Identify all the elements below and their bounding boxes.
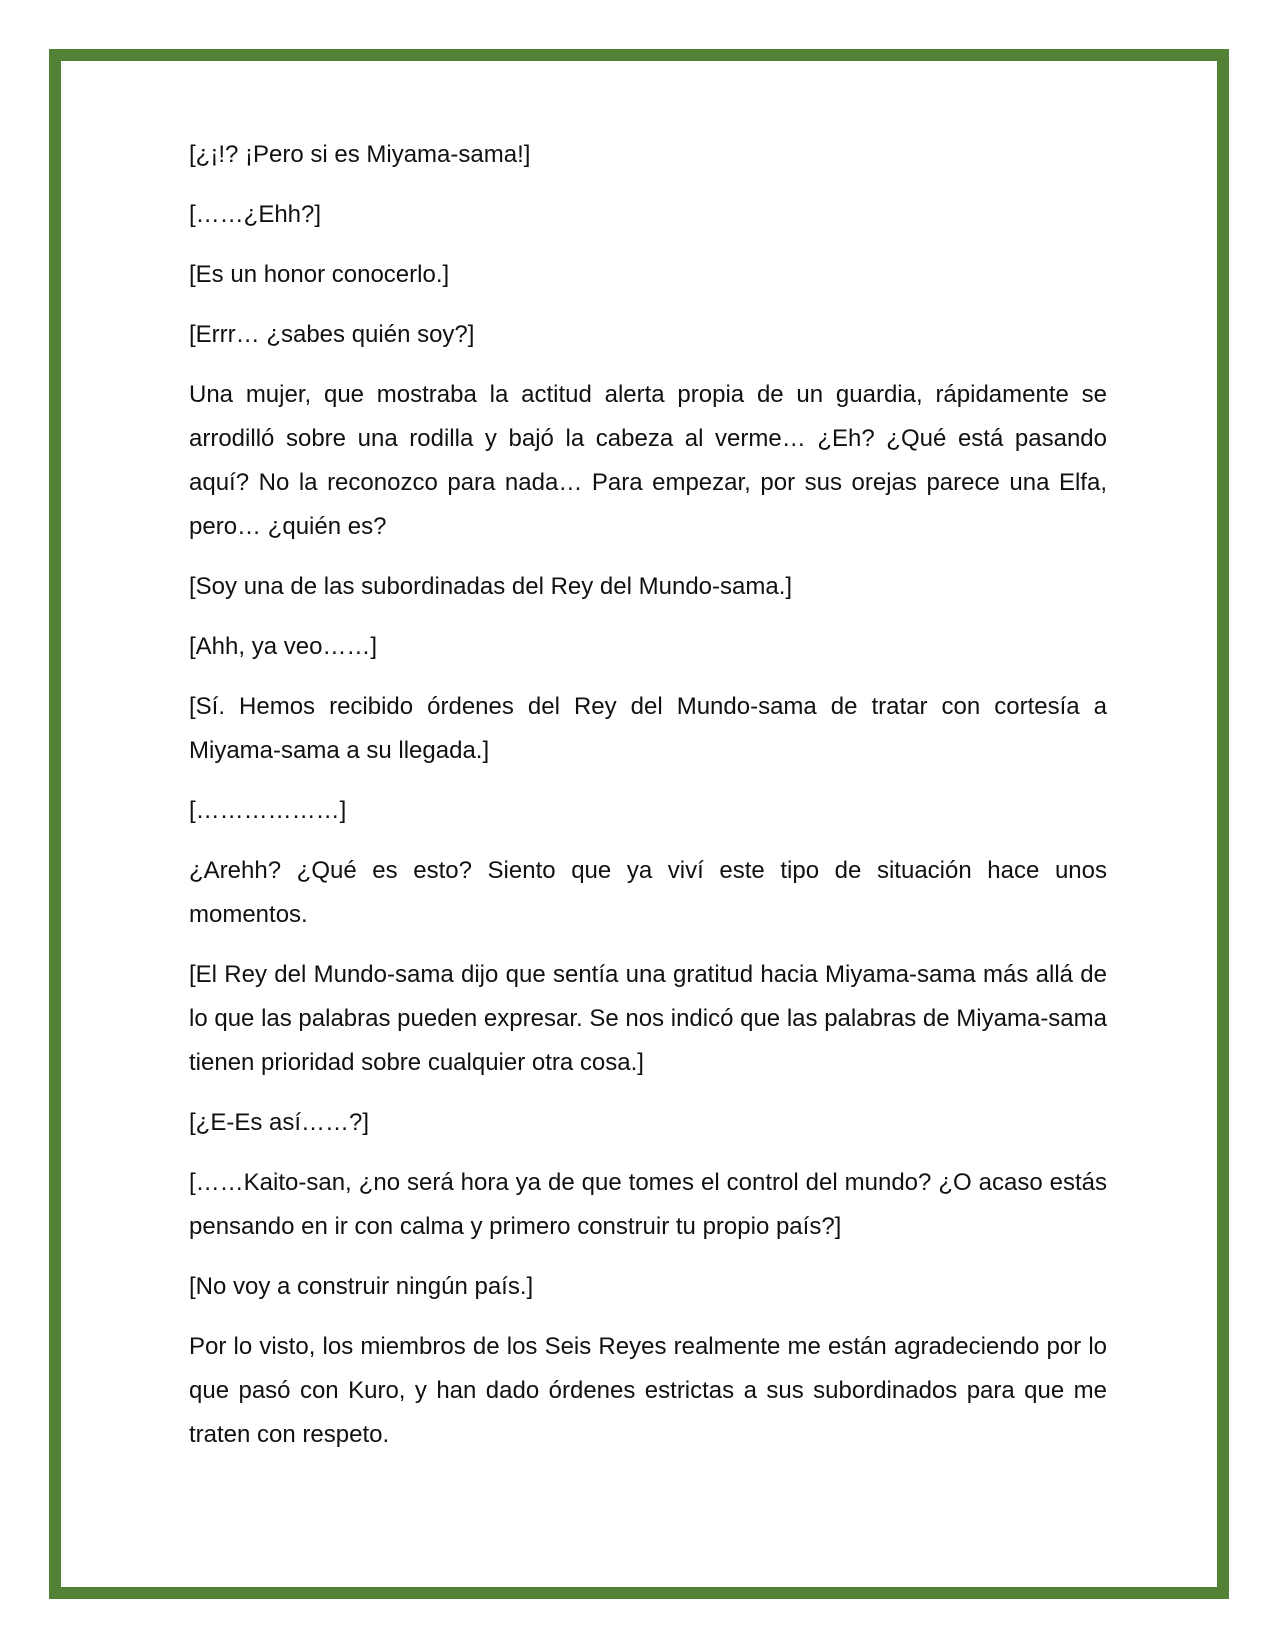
dialogue-line: [………………] [189,797,347,824]
dialogue-line: [Soy una de las subordinadas del Rey del Mundo-sama.] [189,573,793,600]
dialogue-line: [Errr… ¿sabes quién soy?] [189,321,475,348]
dialogue-line: [Es un honor conocerlo.] [189,261,450,288]
dialogue-line: [……Kaito-san, ¿no será hora ya de que tomes el control del mundo? ¿O acaso estás pensando en ir con calma y primero construir tu propio país?] [189,1169,1107,1240]
dialogue-line: [……¿Ehh?] [189,201,322,228]
document-body [189,133,1107,1473]
dialogue-line: [¿¡!? ¡Pero si es Miyama-sama!] [189,141,531,168]
page-border-frame [49,49,1229,1599]
dialogue-line: [Ahh, ya veo……] [189,633,378,660]
dialogue-line: [No voy a construir ningún país.] [189,1273,534,1300]
dialogue-line: [El Rey del Mundo-sama dijo que sentía una gratitud hacia Miyama-sama más allá de lo que las palabras pueden expresar. Se nos indicó que las palabras de Miyama-sama tienen prioridad sobre cualquier otra cosa.] [189,961,1107,1076]
dialogue-line: [Sí. Hemos recibido órdenes del Rey del Mundo-sama de tratar con cortesía a Miyama-sama a su llegada.] [189,693,1107,764]
narration-paragraph: ¿Arehh? ¿Qué es esto? Siento que ya viví este tipo de situación hace unos momentos. [189,857,1107,928]
narration-paragraph: Una mujer, que mostraba la actitud alerta propia de un guardia, rápidamente se arrodilló sobre una rodilla y bajó la cabeza al verme… ¿Eh? ¿Qué está pasando aquí? No la reconozco para nada… Para empezar, por sus orejas parece una Elfa, pero… ¿quién es? [189,381,1107,540]
narration-paragraph: Por lo visto, los miembros de los Seis Reyes realmente me están agradeciendo por lo que pasó con Kuro, y han dado órdenes estrictas a sus subordinados para que me traten con respeto. [189,1333,1107,1448]
dialogue-line: [¿E-Es así……?] [189,1109,370,1136]
